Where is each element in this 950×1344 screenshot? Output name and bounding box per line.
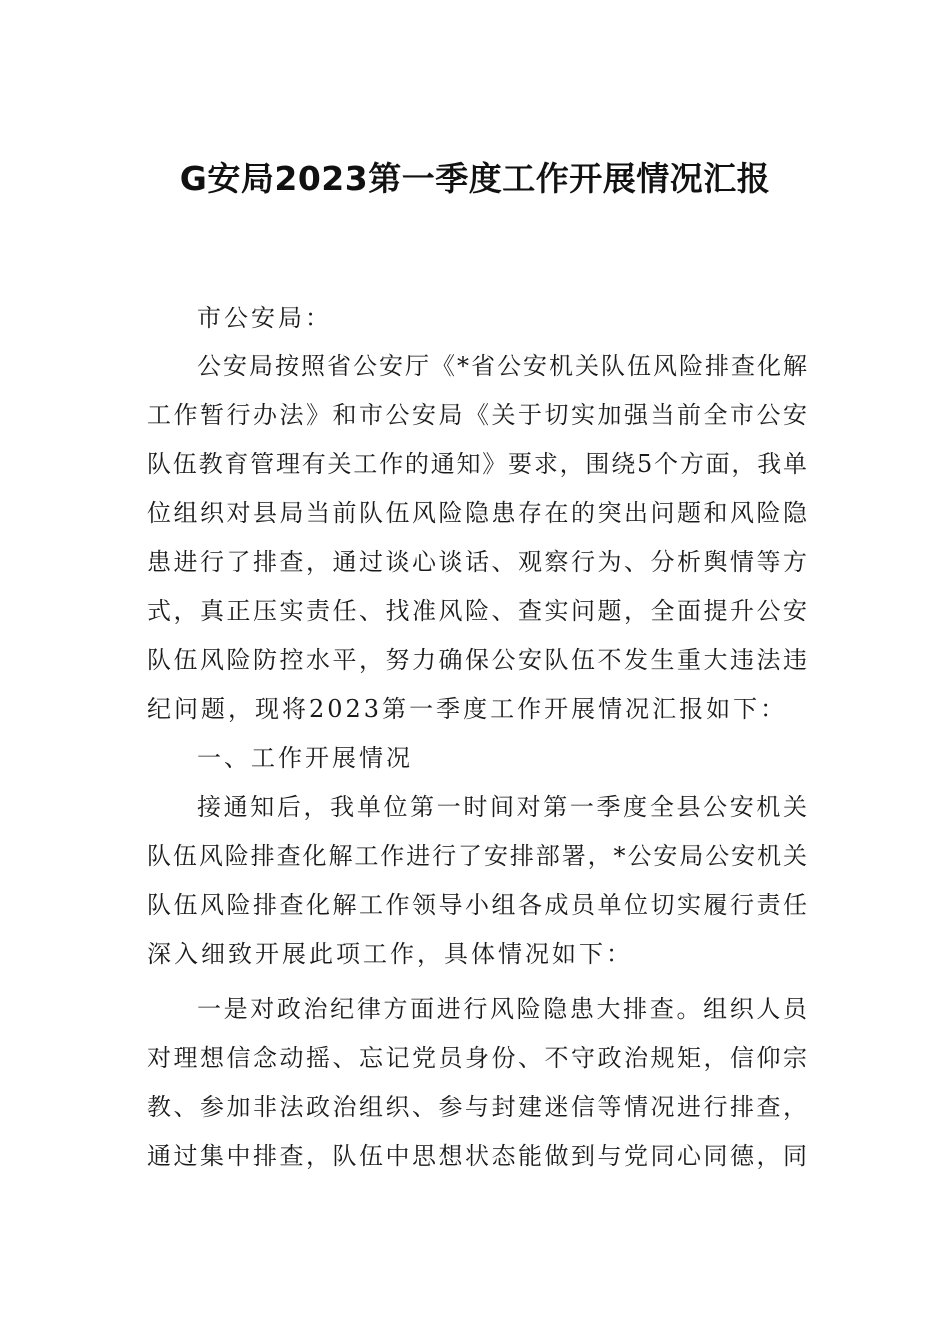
body-line: 对理想信念动摇、忘记党员身份、不守政治规矩，信仰宗 (147, 1044, 807, 1072)
body-line: 公安局按照省公安厅《*省公安机关队伍风险排查化解 (197, 352, 807, 380)
body-line: 患进行了排查，通过谈心谈话、观察行为、分析舆情等方 (147, 548, 807, 576)
body-line: 队伍教育管理有关工作的通知》要求，围绕5个方面，我单 (147, 450, 807, 478)
body-line: 接通知后，我单位第一时间对第一季度全县公安机关 (197, 793, 807, 821)
body-line: 队伍风险排查化解工作进行了安排部署，*公安局公安机关 (147, 842, 807, 870)
body-line: 队伍风险防控水平，努力确保公安队伍不发生重大违法违 (147, 646, 807, 674)
body-line: 通过集中排查，队伍中思想状态能做到与党同心同德，同 (147, 1142, 807, 1170)
body-line: 队伍风险排查化解工作领导小组各成员单位切实履行责任 (147, 891, 807, 919)
body-line: 工作暂行办法》和市公安局《关于切实加强当前全市公安 (147, 401, 807, 429)
body-line: 式，真正压实责任、找准风险、查实问题，全面提升公安 (147, 597, 807, 625)
salutation-line: 市公安局： (197, 304, 332, 332)
body-line: 位组织对县局当前队伍风险隐患存在的突出问题和风险隐 (147, 499, 807, 527)
body-line: 深入细致开展此项工作，具体情况如下： (147, 940, 633, 968)
document-title: G安局2023第一季度工作开展情况汇报 (179, 159, 771, 198)
body-line: 一是对政治纪律方面进行风险隐患大排查。组织人员 (197, 995, 807, 1023)
body-line: 纪问题，现将2023第一季度工作开展情况汇报如下： (147, 695, 788, 723)
section-heading: 一、工作开展情况 (197, 744, 413, 772)
body-line: 教、参加非法政治组织、参与封建迷信等情况进行排查， (147, 1093, 807, 1121)
